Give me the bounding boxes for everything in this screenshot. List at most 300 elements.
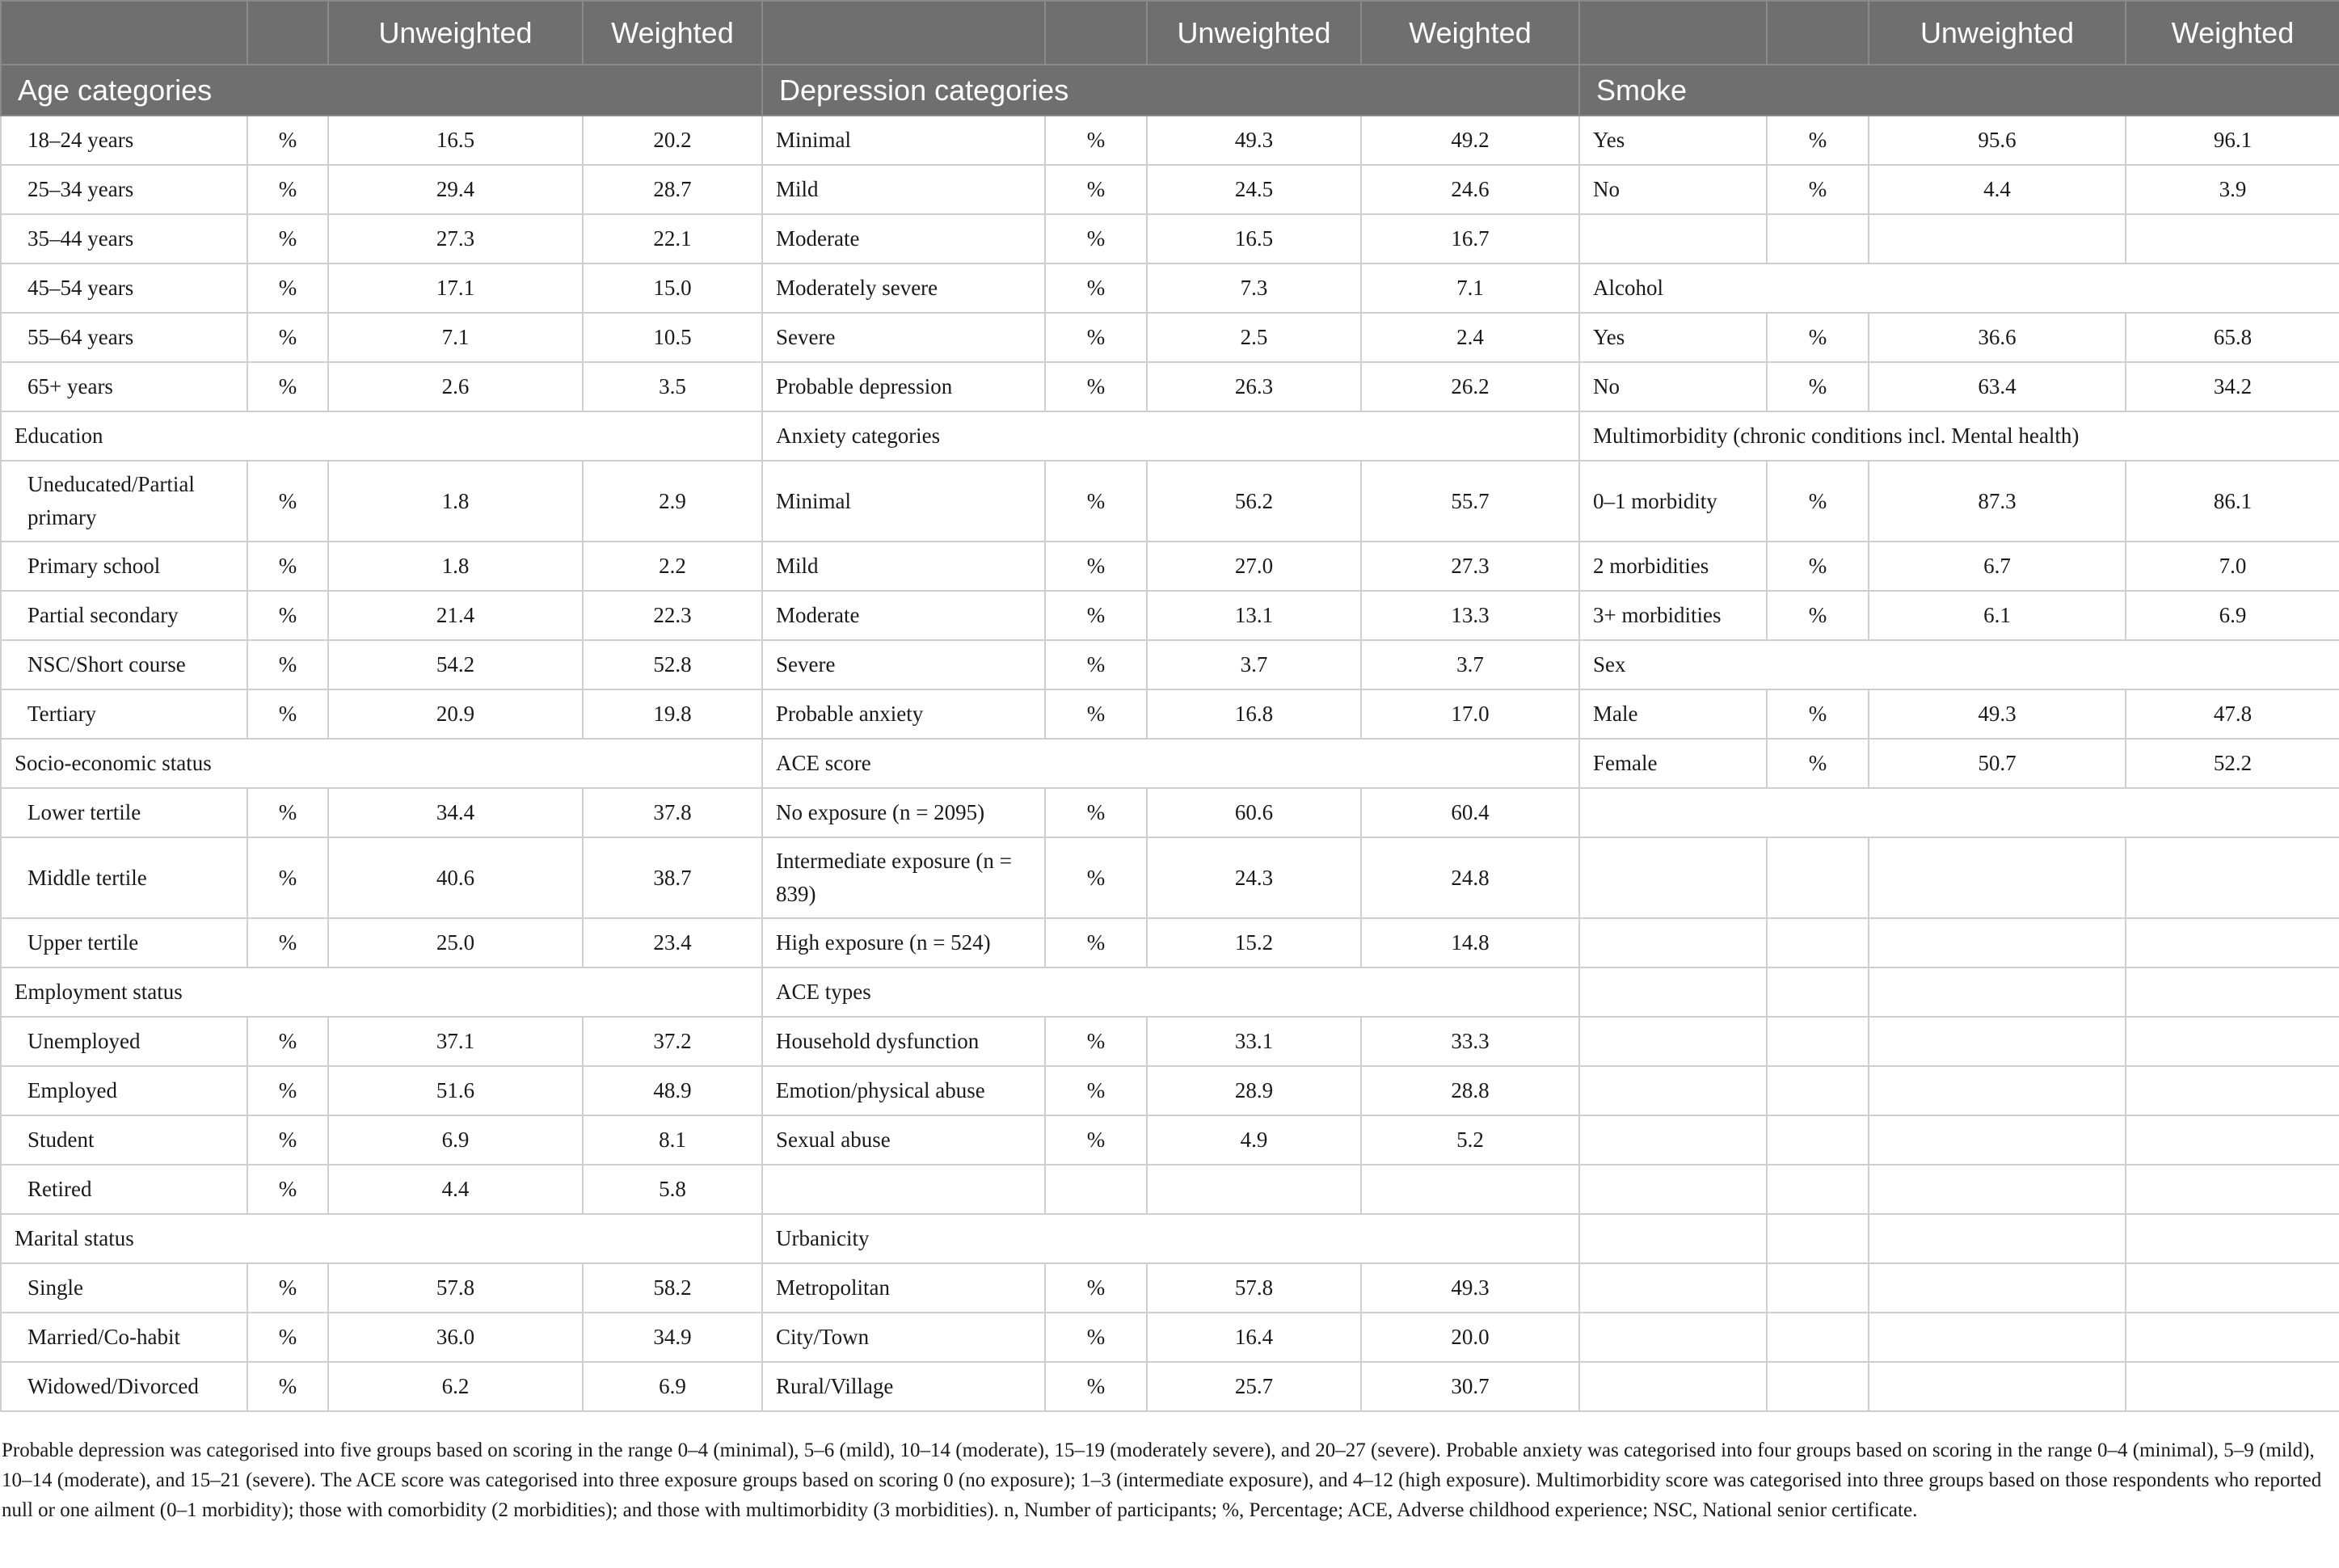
unit-cell: % [1767, 116, 1869, 165]
category-label: Probable anxiety [762, 689, 1045, 739]
table-row [1, 739, 2339, 788]
weighted-value: 22.1 [583, 214, 762, 263]
weighted-value: 55.7 [1361, 461, 1579, 542]
unweighted-value: 27.0 [1147, 542, 1361, 591]
table-row [1, 1017, 2339, 1066]
weighted-value: 14.8 [1361, 918, 1579, 967]
empty-cell [1579, 837, 1767, 918]
unit-cell: % [1045, 591, 1147, 640]
unweighted-value: 36.0 [328, 1313, 583, 1362]
empty-cell [1767, 1263, 1869, 1313]
unweighted-value: 33.1 [1147, 1017, 1361, 1066]
unit-cell: % [1045, 116, 1147, 165]
table-row [1, 591, 2339, 640]
unit-cell: % [1045, 461, 1147, 542]
empty-cell [1869, 1165, 2126, 1214]
unweighted-value: 27.3 [328, 214, 583, 263]
unweighted-value: 51.6 [328, 1066, 583, 1115]
empty-cell [1579, 967, 1767, 1017]
unit-cell: % [1045, 165, 1147, 214]
weighted-value: 52.8 [583, 640, 762, 689]
unit-cell: % [1045, 640, 1147, 689]
category-label: No [1579, 165, 1767, 214]
category-label: Sexual abuse [762, 1115, 1045, 1165]
unweighted-value: 20.9 [328, 689, 583, 739]
unit-cell: % [247, 116, 328, 165]
weighted-value: 10.5 [583, 313, 762, 362]
empty-cell [1869, 214, 2126, 263]
unweighted-value: 4.4 [1869, 165, 2126, 214]
category-label: High exposure (n = 524) [762, 918, 1045, 967]
weighted-value: 5.2 [1361, 1115, 1579, 1165]
empty-cell [1869, 1066, 2126, 1115]
unweighted-value: 2.6 [328, 362, 583, 411]
unit-cell: % [247, 837, 328, 918]
empty-cell [1579, 1165, 1767, 1214]
unweighted-value: 34.4 [328, 788, 583, 837]
table-row [1, 116, 2339, 165]
table-row [1, 1362, 2339, 1411]
unit-cell: % [247, 165, 328, 214]
unweighted-value: 17.1 [328, 263, 583, 313]
empty-cell [1767, 1115, 1869, 1165]
weighted-value: 22.3 [583, 591, 762, 640]
section-label: Socio-economic status [1, 739, 762, 788]
unit-cell: % [1767, 313, 1869, 362]
table-row [1, 362, 2339, 411]
weighted-value: 37.2 [583, 1017, 762, 1066]
header-blank [247, 1, 328, 65]
weighted-value: 65.8 [2126, 313, 2339, 362]
section-label: Anxiety categories [762, 411, 1579, 461]
empty-cell [1767, 1362, 1869, 1411]
table-row [1, 1263, 2339, 1313]
empty-cell [1767, 1165, 1869, 1214]
unweighted-value: 63.4 [1869, 362, 2126, 411]
weighted-value: 96.1 [2126, 116, 2339, 165]
unweighted-value: 6.2 [328, 1362, 583, 1411]
section-label: Urbanicity [762, 1214, 1579, 1263]
table-row [1, 214, 2339, 263]
weighted-value: 6.9 [2126, 591, 2339, 640]
category-label: Intermediate exposure (n = 839) [762, 837, 1045, 918]
weighted-value: 86.1 [2126, 461, 2339, 542]
category-label: Minimal [762, 116, 1045, 165]
unit-cell: % [1045, 918, 1147, 967]
category-label: Moderately severe [762, 263, 1045, 313]
unit-cell: % [1767, 689, 1869, 739]
section-title-age: Age categories [1, 65, 762, 116]
unweighted-value: 24.3 [1147, 837, 1361, 918]
weighted-value: 16.7 [1361, 214, 1579, 263]
unweighted-value: 4.9 [1147, 1115, 1361, 1165]
section-label: Marital status [1, 1214, 762, 1263]
unit-cell: % [247, 788, 328, 837]
empty-cell [1767, 837, 1869, 918]
empty-cell [1579, 1263, 1767, 1313]
empty-cell [2126, 214, 2339, 263]
weighted-value: 3.7 [1361, 640, 1579, 689]
unit-cell: % [247, 461, 328, 542]
empty-cell [1579, 1115, 1767, 1165]
empty-cell [2126, 1263, 2339, 1313]
unweighted-value: 3.7 [1147, 640, 1361, 689]
table-row [1, 689, 2339, 739]
empty-cell [1361, 1165, 1579, 1214]
unweighted-value: 95.6 [1869, 116, 2126, 165]
empty-cell [2126, 1214, 2339, 1263]
weighted-value: 20.0 [1361, 1313, 1579, 1362]
empty-cell [1869, 1362, 2126, 1411]
empty-cell [2126, 1362, 2339, 1411]
empty-cell [1767, 1066, 1869, 1115]
section-title-depression: Depression categories [762, 65, 1579, 116]
unweighted-value: 24.5 [1147, 165, 1361, 214]
unit-cell: % [247, 1165, 328, 1214]
unit-cell: % [1045, 1362, 1147, 1411]
unit-cell: % [1767, 739, 1869, 788]
weighted-value: 28.7 [583, 165, 762, 214]
empty-cell [2126, 1115, 2339, 1165]
category-label: Yes [1579, 116, 1767, 165]
unweighted-value: 50.7 [1869, 739, 2126, 788]
category-label: Rural/Village [762, 1362, 1045, 1411]
unit-cell: % [247, 362, 328, 411]
category-label: Middle tertile [1, 837, 247, 918]
unweighted-value: 56.2 [1147, 461, 1361, 542]
category-label: Partial secondary [1, 591, 247, 640]
unit-cell: % [1045, 1017, 1147, 1066]
unit-cell: % [247, 591, 328, 640]
unit-cell: % [1045, 689, 1147, 739]
weighted-value: 47.8 [2126, 689, 2339, 739]
category-label: Primary school [1, 542, 247, 591]
table-row [1, 1165, 2339, 1214]
unit-cell: % [1045, 788, 1147, 837]
table-row [1, 542, 2339, 591]
empty-cell [1579, 1214, 1767, 1263]
weighted-value: 24.6 [1361, 165, 1579, 214]
category-label: Lower tertile [1, 788, 247, 837]
category-label: Moderate [762, 214, 1045, 263]
weighted-value: 34.9 [583, 1313, 762, 1362]
unit-cell: % [1045, 263, 1147, 313]
category-label: NSC/Short course [1, 640, 247, 689]
empty-cell [1869, 1017, 2126, 1066]
weighted-value: 19.8 [583, 689, 762, 739]
table-row [1, 1115, 2339, 1165]
category-label: Unemployed [1, 1017, 247, 1066]
empty-cell [1045, 1165, 1147, 1214]
weighted-value: 2.2 [583, 542, 762, 591]
section-label: Multimorbidity (chronic conditions incl. Mental health) [1579, 411, 2339, 461]
category-label: Single [1, 1263, 247, 1313]
unit-cell: % [247, 918, 328, 967]
weighted-value: 34.2 [2126, 362, 2339, 411]
category-label: Severe [762, 640, 1045, 689]
weighted-value: 17.0 [1361, 689, 1579, 739]
weighted-value: 7.0 [2126, 542, 2339, 591]
unweighted-value: 13.1 [1147, 591, 1361, 640]
empty-cell [1869, 1115, 2126, 1165]
unweighted-value: 21.4 [328, 591, 583, 640]
table-row [1, 788, 2339, 837]
header-unweighted: Unweighted [1869, 1, 2126, 65]
empty-cell [1579, 1017, 1767, 1066]
weighted-value: 37.8 [583, 788, 762, 837]
category-label: Student [1, 1115, 247, 1165]
category-label: Uneducated/Partial primary [1, 461, 247, 542]
category-label: No exposure (n = 2095) [762, 788, 1045, 837]
weighted-value: 7.1 [1361, 263, 1579, 313]
category-label: 45–54 years [1, 263, 247, 313]
category-label: Employed [1, 1066, 247, 1115]
unweighted-value: 7.1 [328, 313, 583, 362]
empty-cell [1579, 1066, 1767, 1115]
empty-cell [1869, 837, 2126, 918]
unweighted-value: 28.9 [1147, 1066, 1361, 1115]
category-label: Widowed/Divorced [1, 1362, 247, 1411]
weighted-value: 23.4 [583, 918, 762, 967]
category-label: Household dysfunction [762, 1017, 1045, 1066]
unweighted-value: 29.4 [328, 165, 583, 214]
table-row [1, 263, 2339, 313]
unit-cell: % [247, 1362, 328, 1411]
header-blank [1045, 1, 1147, 65]
section-label: Education [1, 411, 762, 461]
category-label: Yes [1579, 313, 1767, 362]
weighted-value: 30.7 [1361, 1362, 1579, 1411]
unweighted-value: 15.2 [1147, 918, 1361, 967]
table-row [1, 411, 2339, 461]
category-label: 55–64 years [1, 313, 247, 362]
empty-cell [2126, 1017, 2339, 1066]
category-label: 2 morbidities [1579, 542, 1767, 591]
header-blank [762, 1, 1045, 65]
unweighted-value: 87.3 [1869, 461, 2126, 542]
unweighted-value: 1.8 [328, 542, 583, 591]
header-row [1, 1, 2339, 65]
table-row [1, 967, 2339, 1017]
empty-cell [1579, 214, 1767, 263]
unit-cell: % [247, 1263, 328, 1313]
unit-cell: % [247, 1017, 328, 1066]
weighted-value: 26.2 [1361, 362, 1579, 411]
weighted-value: 2.9 [583, 461, 762, 542]
category-label: 25–34 years [1, 165, 247, 214]
header-weighted: Weighted [2126, 1, 2339, 65]
table-row [1, 165, 2339, 214]
unweighted-value: 54.2 [328, 640, 583, 689]
category-label: Emotion/physical abuse [762, 1066, 1045, 1115]
category-label: Upper tertile [1, 918, 247, 967]
empty-cell [1767, 967, 1869, 1017]
empty-cell [1767, 1313, 1869, 1362]
unit-cell: % [247, 1066, 328, 1115]
table-row [1, 461, 2339, 542]
empty-cell [1767, 214, 1869, 263]
weighted-value: 28.8 [1361, 1066, 1579, 1115]
weighted-value: 24.8 [1361, 837, 1579, 918]
header-weighted: Weighted [583, 1, 762, 65]
empty-cell [2126, 1313, 2339, 1362]
category-label: Male [1579, 689, 1767, 739]
unweighted-value: 4.4 [328, 1165, 583, 1214]
category-label: Mild [762, 165, 1045, 214]
weighted-value: 5.8 [583, 1165, 762, 1214]
unweighted-value: 40.6 [328, 837, 583, 918]
weighted-value: 38.7 [583, 837, 762, 918]
category-label: 0–1 morbidity [1579, 461, 1767, 542]
unit-cell: % [1045, 362, 1147, 411]
unweighted-value: 26.3 [1147, 362, 1361, 411]
unweighted-value: 6.1 [1869, 591, 2126, 640]
unit-cell: % [1045, 313, 1147, 362]
table-row [1, 640, 2339, 689]
section-label: ACE types [762, 967, 1579, 1017]
header-blank [1579, 1, 1767, 65]
empty-cell [1869, 1313, 2126, 1362]
empty-cell [1767, 918, 1869, 967]
header-unweighted: Unweighted [328, 1, 583, 65]
unweighted-value: 57.8 [1147, 1263, 1361, 1313]
header-unweighted: Unweighted [1147, 1, 1361, 65]
category-label: Severe [762, 313, 1045, 362]
unweighted-value: 6.7 [1869, 542, 2126, 591]
section-label: ACE score [762, 739, 1579, 788]
unweighted-value: 57.8 [328, 1263, 583, 1313]
unweighted-value: 25.7 [1147, 1362, 1361, 1411]
category-label: 65+ years [1, 362, 247, 411]
table-row [1, 1214, 2339, 1263]
category-label: No [1579, 362, 1767, 411]
unit-cell: % [1767, 591, 1869, 640]
unit-cell: % [1045, 542, 1147, 591]
weighted-value: 8.1 [583, 1115, 762, 1165]
empty-cell [2126, 918, 2339, 967]
unweighted-value: 7.3 [1147, 263, 1361, 313]
unweighted-value: 2.5 [1147, 313, 1361, 362]
category-label: Probable depression [762, 362, 1045, 411]
empty-cell [2126, 1066, 2339, 1115]
unweighted-value: 16.5 [1147, 214, 1361, 263]
weighted-value: 15.0 [583, 263, 762, 313]
weighted-value: 48.9 [583, 1066, 762, 1115]
category-label: Female [1579, 739, 1767, 788]
empty-cell [1869, 967, 2126, 1017]
table-row [1, 837, 2339, 918]
weighted-value: 52.2 [2126, 739, 2339, 788]
weighted-value: 3.5 [583, 362, 762, 411]
category-label: Metropolitan [762, 1263, 1045, 1313]
unit-cell: % [247, 1115, 328, 1165]
weighted-value: 60.4 [1361, 788, 1579, 837]
category-label: 3+ morbidities [1579, 591, 1767, 640]
unweighted-value: 16.4 [1147, 1313, 1361, 1362]
weighted-value: 49.2 [1361, 116, 1579, 165]
header-weighted: Weighted [1361, 1, 1579, 65]
unit-cell: % [1045, 1263, 1147, 1313]
unweighted-value: 49.3 [1869, 689, 2126, 739]
unweighted-value: 37.1 [328, 1017, 583, 1066]
unit-cell: % [247, 542, 328, 591]
table-footnote: Probable depression was categorised into five groups based on scoring in the range 0–4 (minimal), 5–6 (mild), 10–14 (moderate), 15–19 (moderately severe), and 20–27 (severe). Probable anxiety was categorised into four groups based on scoring in the range 0–4 (minimal), 5–9 (mild), 10–14 (moderate), and 15–21 (severe). The ACE score was categorised into three exposure groups based on scoring 0 (no exposure); 1–3 (intermediate exposure), and 4–12 (high exposure). Multimorbidity score was categorised into three groups based on those respondents who reported null or one ailment (0–1 morbidity); those with comorbidity (2 morbidities); and those with multimorbidity (3 morbidities). n, Number of participants; %, Percentage; ACE, Adverse childhood experience; NSC, National senior certificate. [2, 1439, 2322, 1521]
category-label: 18–24 years [1, 116, 247, 165]
table-row [1, 918, 2339, 967]
empty-cell [1767, 1017, 1869, 1066]
weighted-value: 49.3 [1361, 1263, 1579, 1313]
empty-cell [1147, 1165, 1361, 1214]
empty-cell [2126, 837, 2339, 918]
unit-cell: % [1767, 362, 1869, 411]
table-row [1, 1313, 2339, 1362]
category-label: City/Town [762, 1313, 1045, 1362]
unit-cell: % [1045, 837, 1147, 918]
unweighted-value: 16.8 [1147, 689, 1361, 739]
weighted-value: 3.9 [2126, 165, 2339, 214]
empty-cell [1869, 1263, 2126, 1313]
unweighted-value: 6.9 [328, 1115, 583, 1165]
unweighted-value: 49.3 [1147, 116, 1361, 165]
empty-cell [1579, 1362, 1767, 1411]
unit-cell: % [1045, 1115, 1147, 1165]
category-label: 35–44 years [1, 214, 247, 263]
unweighted-value: 60.6 [1147, 788, 1361, 837]
table-row [1, 1066, 2339, 1115]
section-label: Alcohol [1579, 263, 2339, 313]
category-label: Mild [762, 542, 1045, 591]
category-label: Moderate [762, 591, 1045, 640]
header-blank [1767, 1, 1869, 65]
empty-cell [1869, 1214, 2126, 1263]
empty-cell [1579, 788, 2339, 837]
section-title-smoke: Smoke [1579, 65, 2339, 116]
weighted-value: 6.9 [583, 1362, 762, 1411]
empty-cell [1579, 1313, 1767, 1362]
weighted-value: 20.2 [583, 116, 762, 165]
unit-cell: % [247, 263, 328, 313]
category-label: Married/Co-habit [1, 1313, 247, 1362]
unit-cell: % [1045, 1066, 1147, 1115]
section-label: Employment status [1, 967, 762, 1017]
section-label: Sex [1579, 640, 2339, 689]
section-title-row [1, 65, 2339, 116]
unit-cell: % [247, 313, 328, 362]
weighted-value: 58.2 [583, 1263, 762, 1313]
category-label: Retired [1, 1165, 247, 1214]
category-label: Minimal [762, 461, 1045, 542]
unit-cell: % [247, 640, 328, 689]
unit-cell: % [1767, 542, 1869, 591]
category-label: Tertiary [1, 689, 247, 739]
unit-cell: % [1767, 165, 1869, 214]
table-row [1, 313, 2339, 362]
empty-cell [1579, 918, 1767, 967]
empty-cell [1869, 918, 2126, 967]
weighted-value: 33.3 [1361, 1017, 1579, 1066]
unit-cell: % [1045, 214, 1147, 263]
empty-cell [762, 1165, 1045, 1214]
weighted-value: 13.3 [1361, 591, 1579, 640]
unit-cell: % [247, 214, 328, 263]
unit-cell: % [1767, 461, 1869, 542]
unweighted-value: 36.6 [1869, 313, 2126, 362]
weighted-value: 2.4 [1361, 313, 1579, 362]
weighted-value: 27.3 [1361, 542, 1579, 591]
unweighted-value: 1.8 [328, 461, 583, 542]
unit-cell: % [1045, 1313, 1147, 1362]
empty-cell [2126, 1165, 2339, 1214]
